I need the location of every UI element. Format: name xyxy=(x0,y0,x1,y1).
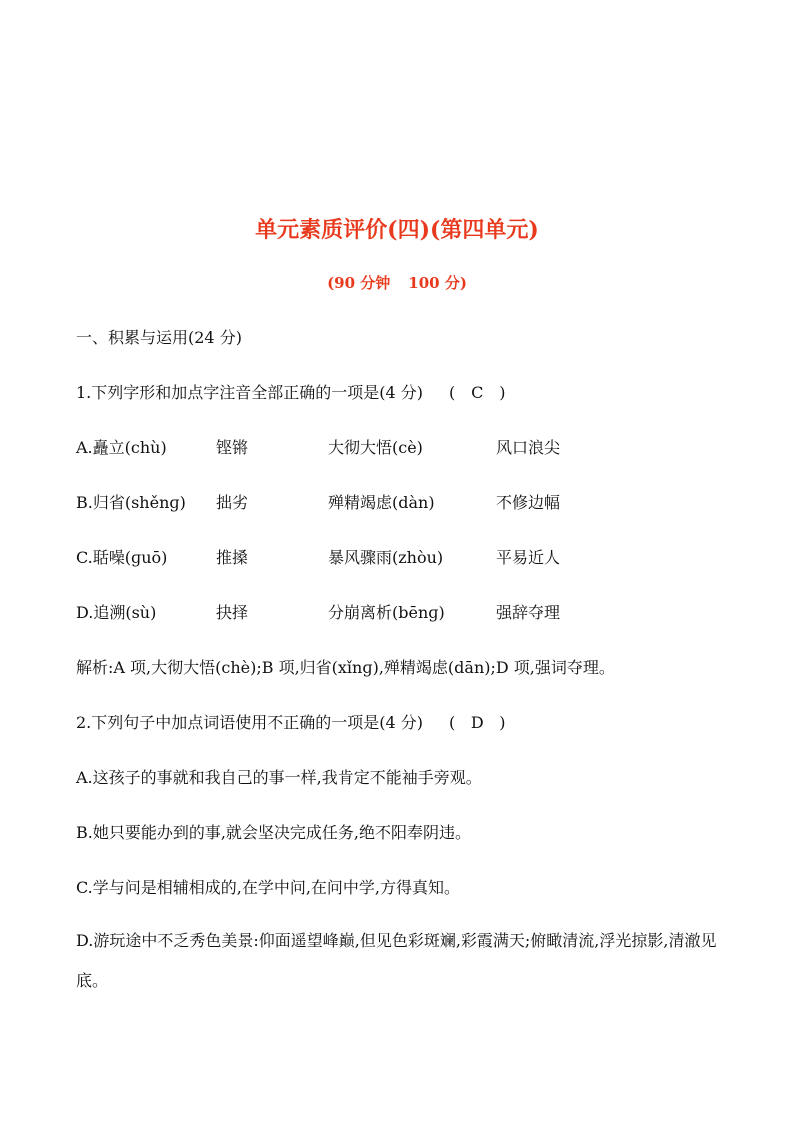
option-cell: 殚精竭虑(dàn) xyxy=(328,493,435,512)
question-2-option-b: B.她只要能办到的事,就会坚决完成任务,绝不阳奉阴违。 xyxy=(76,823,472,842)
page-title: 单元素质评价(四)(第四单元) xyxy=(255,217,539,243)
question-1-option-d xyxy=(76,602,716,624)
question-1-option-a xyxy=(76,437,716,459)
question-2-stem xyxy=(76,712,506,734)
option-cell: 铿锵 xyxy=(216,438,249,457)
question-1-analysis: 解析:A 项,大彻大悟(chè);B 项,归省(xǐnɡ),殚精竭虑(dān);D 项,强词夺理。 xyxy=(76,658,615,677)
option-cell: B.归省(shěnɡ) xyxy=(76,493,186,512)
question-1-answer: ( C ) xyxy=(449,383,506,402)
option-cell: D.追溯(sù) xyxy=(76,603,157,622)
section-heading: 一、积累与运用(24 分) xyxy=(76,328,242,347)
question-2-option-a: A.这孩子的事就和我自己的事一样,我肯定不能袖手旁观。 xyxy=(76,768,482,787)
option-cell: 分崩离析(bēnɡ) xyxy=(328,603,445,622)
option-cell: 抉择 xyxy=(216,603,249,622)
option-cell: 不修边幅 xyxy=(496,493,561,512)
answer-letter: D xyxy=(470,713,484,732)
option-cell: 暴风骤雨(zhòu) xyxy=(328,548,444,567)
option-cell: C.聒噪(ɡuō) xyxy=(76,548,168,567)
question-2-option-c: C.学与问是相辅相成的,在学中问,在问中学,方得真知。 xyxy=(76,878,461,897)
option-cell: 推搡 xyxy=(216,548,249,567)
option-cell: 拙劣 xyxy=(216,493,249,512)
exam-total-score: 100 分) xyxy=(408,274,467,292)
question-2-text: 2.下列句子中加点词语使用不正确的一项是(4 分) xyxy=(76,713,424,732)
option-cell: 平易近人 xyxy=(496,548,561,567)
answer-letter: C xyxy=(471,383,484,402)
question-1-option-b xyxy=(76,492,716,514)
option-cell: A.矗立(chù) xyxy=(76,438,167,457)
question-1-option-c xyxy=(76,547,716,569)
exam-meta xyxy=(0,272,794,293)
question-2-option-d: D.游玩途中不乏秀色美景:仰面遥望峰巅,但见色彩斑斓,彩霞满天;俯瞰清流,浮光掠影,清澈见底。 xyxy=(76,931,717,990)
question-1-text: 1.下列字形和加点字注音全部正确的一项是(4 分) xyxy=(76,383,424,402)
option-cell: 强辞夺理 xyxy=(496,603,561,622)
option-cell: 大彻大悟(cè) xyxy=(328,438,423,457)
exam-duration: (90 分钟 xyxy=(327,274,391,292)
question-2-answer: ( D ) xyxy=(449,713,506,732)
option-cell: 风口浪尖 xyxy=(496,438,561,457)
question-1-stem xyxy=(76,382,506,404)
